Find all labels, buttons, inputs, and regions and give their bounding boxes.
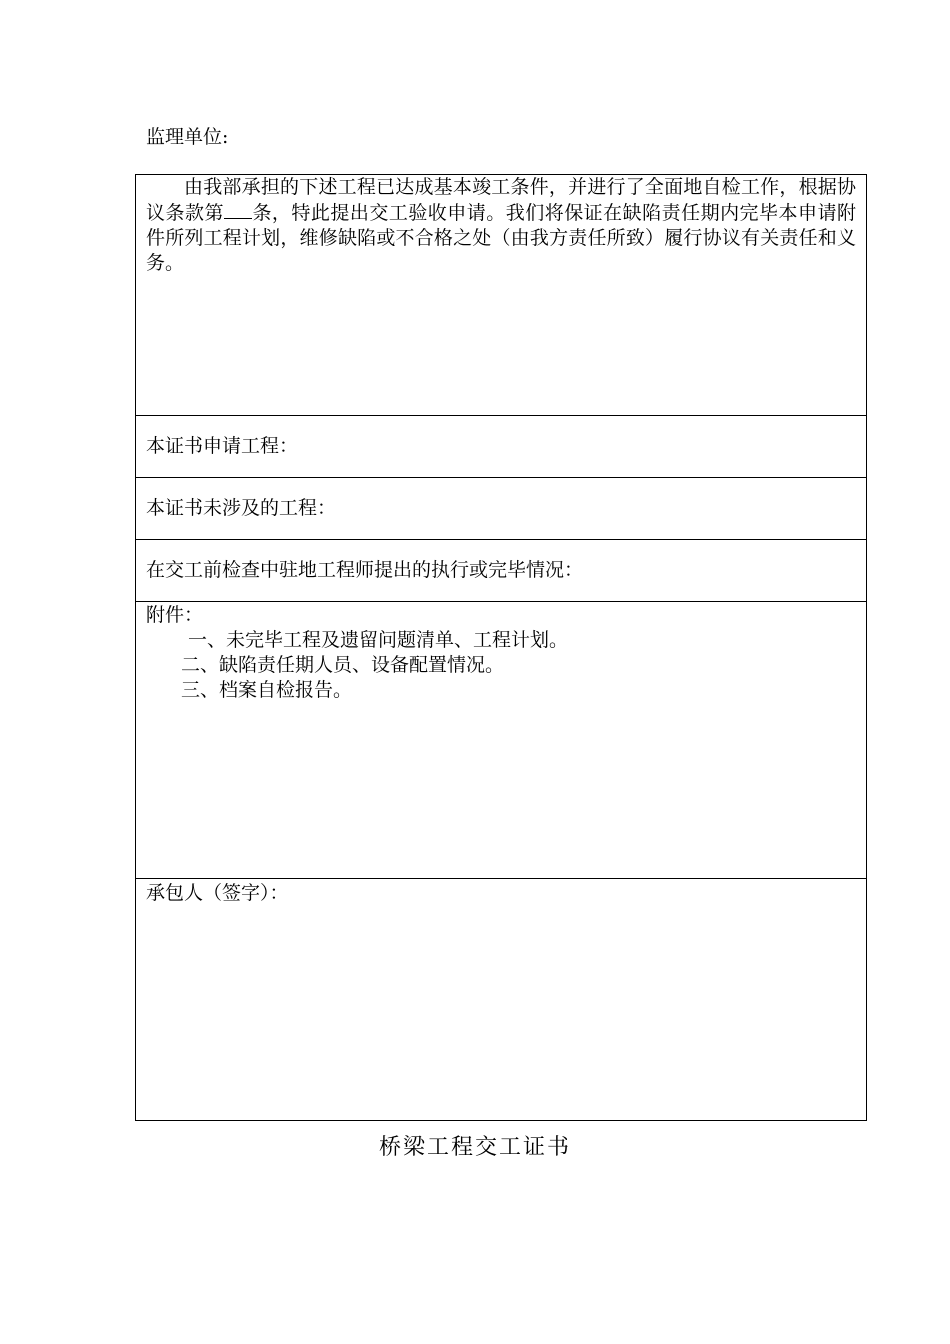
intro-cell <box>136 175 867 416</box>
contractor-sign-cell <box>136 879 867 1121</box>
attachment-item: 二、缺陷责任期人员、设备配置情况。 <box>181 654 505 676</box>
clause-number-blank[interactable] <box>224 200 252 219</box>
pre-handover-check-row <box>136 540 867 602</box>
intro-paragraph <box>146 175 856 276</box>
attachments-title: 附件： <box>146 604 204 626</box>
handover-form-table <box>135 174 867 1121</box>
intro-row <box>136 175 867 416</box>
pre-handover-check-label: 在交工前检查中驻地工程师提出的执行或完毕情况： <box>136 540 867 602</box>
intro-text-part1: 由我部承担的下述工程已达成基本竣工条件，并进行了全面地自检工作，根据协议条款第 <box>146 176 856 224</box>
attachments-cell <box>136 602 867 879</box>
document-title: 桥梁工程交工证书 <box>378 1135 571 1160</box>
attachment-item: 三、档案自检报告。 <box>181 679 353 701</box>
not-covered-project-label: 本证书未涉及的工程： <box>136 478 867 540</box>
contractor-sign-label: 承包人（签字）： <box>146 882 289 904</box>
attachments-row <box>136 602 867 879</box>
applied-project-label: 本证书申请工程： <box>136 416 867 478</box>
applied-project-row <box>136 416 867 478</box>
intro-text-part2: 条，特此提出交工验收申请。我们将保证在缺陷责任期内完毕本申请附件所列工程计划，维修缺陷或不合格之处（由我方责任所致）履行协议有关责任和义务。 <box>146 202 856 274</box>
supervisor-unit-label: 监理单位: <box>146 126 229 148</box>
not-covered-project-row <box>136 478 867 540</box>
attachment-item: 一、未完毕工程及遗留问题清单、工程计划。 <box>188 629 569 651</box>
contractor-sign-row <box>136 879 867 1121</box>
